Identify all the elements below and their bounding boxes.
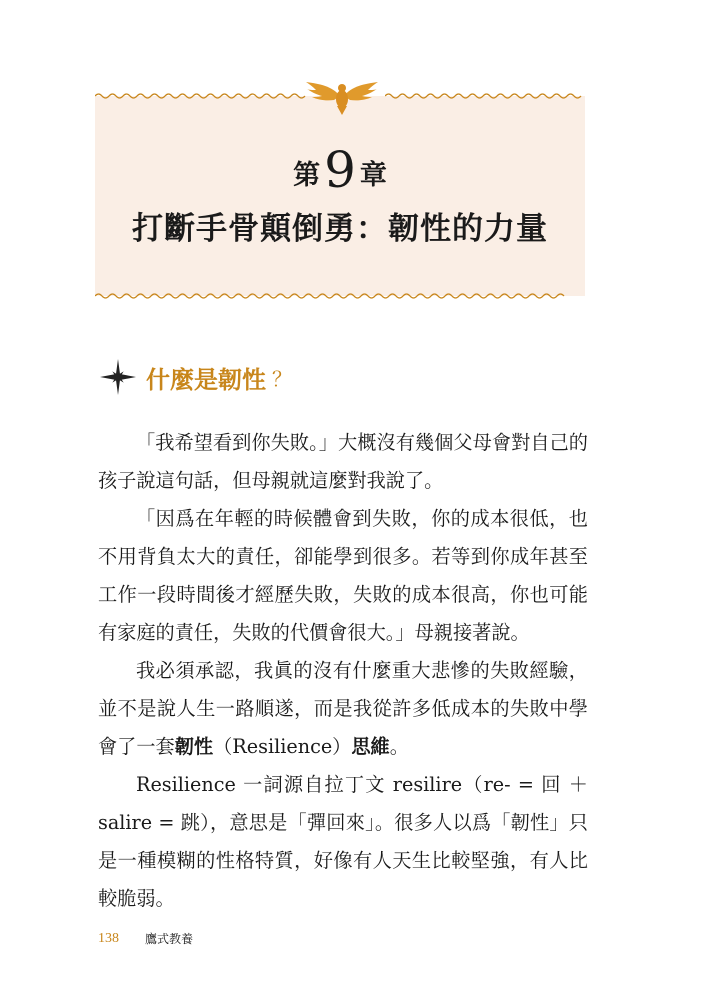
paragraph-3-part-b: （Resilience） <box>213 735 352 758</box>
wavy-divider-top-left <box>95 91 310 101</box>
sparkle-star-icon <box>98 357 138 397</box>
page-number: 138 <box>98 930 119 946</box>
chapter-prefix: 第 <box>293 160 321 191</box>
section-heading <box>98 357 292 397</box>
chapter-title: 打斷手骨顛倒勇：韌性的力量 <box>132 211 548 247</box>
eagle-emblem-icon <box>304 74 380 116</box>
section-title: 什麼是韌性 <box>146 365 266 394</box>
wavy-divider-top-right <box>385 91 585 101</box>
chapter-suffix: 章 <box>359 160 387 191</box>
chapter-number-line <box>95 138 585 199</box>
paragraph-3-part-a: 我必須承認，我眞的沒有什麼重大悲慘的失敗經驗，並不是說人生一路順遂，而是我從許多低成本的失敗中學會了一套 <box>98 659 588 758</box>
wavy-divider-bottom <box>95 291 585 301</box>
paragraph-3-bold-thinking: 思維 <box>351 735 390 758</box>
paragraph-1: 「我希望看到你失敗。」大概沒有幾個父母會對自己的孩子說這句話，但母親就這麼對我說了。 <box>98 431 588 492</box>
paragraph-3 <box>98 652 588 766</box>
page-footer <box>98 930 193 947</box>
body-text <box>98 424 588 918</box>
paragraph-3-bold-resilience: 韌性 <box>174 735 214 758</box>
book-title: 鷹式教養 <box>145 932 194 946</box>
section-question-mark: ？ <box>272 366 292 391</box>
paragraph-3-part-c: 。 <box>389 735 409 758</box>
paragraph-2: 「因爲在年輕的時候體會到失敗，你的成本很低，也不用背負太大的責任，卻能學到很多。若等到你成年甚至工作一段時間後才經歷失敗，失敗的成本很高，你也可能有家庭的責任，失敗的代價會很大。」母親接著說。 <box>98 507 588 644</box>
chapter-number: 9 <box>324 141 356 199</box>
paragraph-4: Resilience 一詞源自拉丁文 resilire（re- = 回 ＋ salire = 跳），意思是「彈回來」。很多人以爲「韌性」只是一種模糊的性格特質，好像有人天生比較堅強，有人比較脆弱。 <box>98 773 588 910</box>
